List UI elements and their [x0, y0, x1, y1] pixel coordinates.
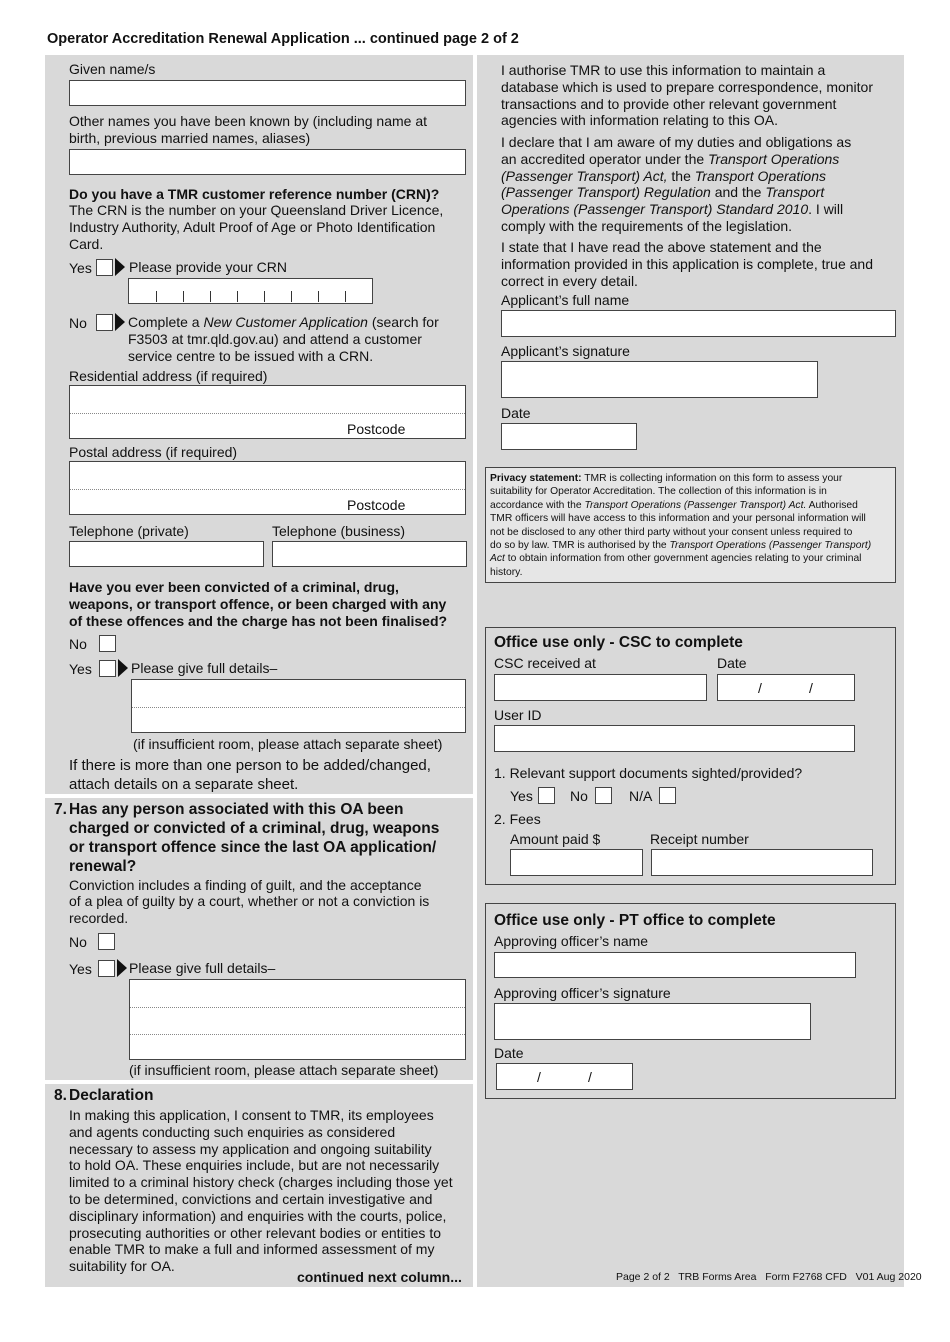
telephone-private-input[interactable]: [69, 541, 264, 567]
support-no-checkbox[interactable]: [595, 787, 612, 804]
approving-officer-signature-input[interactable]: [494, 1003, 811, 1040]
q7-no-label: No: [69, 934, 87, 950]
crn-no-text-3: service centre to be issued with a CRN.: [128, 348, 374, 364]
approving-officer-name-input[interactable]: [494, 952, 856, 978]
more-persons-note: If there is more than one person to be added/changed,: [69, 757, 431, 774]
amount-paid-label: Amount paid $: [510, 831, 601, 847]
section-divider: [45, 794, 473, 798]
crn-question: Do you have a TMR customer reference number (CRN)?: [69, 186, 440, 202]
conviction-details-text: Please give full details–: [131, 660, 278, 676]
q7-details-text: Please give full details–: [129, 960, 276, 976]
csc-title: Office use only - CSC to complete: [494, 634, 743, 651]
support-na-label: N/A: [629, 788, 653, 804]
page-footer: Page 2 of 2 TRB Forms Area Form F2768 CFD V01 Aug 2020: [616, 1271, 922, 1283]
receipt-number-label: Receipt number: [650, 831, 749, 847]
page-title: Operator Accreditation Renewal Application ... continued page 2 of 2: [47, 31, 519, 47]
other-names-input[interactable]: [69, 149, 466, 175]
telephone-private-label: Telephone (private): [69, 523, 189, 539]
continued-next-column: continued next column...: [297, 1269, 462, 1285]
q7-question: Has any person associated with this OA been: [69, 801, 404, 818]
q7-yes-label: Yes: [69, 961, 92, 977]
csc-date-input[interactable]: / /: [717, 674, 855, 701]
conviction-question-3: of these offences and the charge has not been finalised?: [69, 613, 448, 629]
q7-no-checkbox[interactable]: [98, 933, 115, 950]
q7-question-2: charged or convicted of a criminal, drug, weapons: [69, 820, 440, 837]
given-names-input[interactable]: [69, 80, 466, 106]
conviction-details-input[interactable]: [131, 679, 466, 733]
privacy-statement: Privacy statement: TMR is collecting information on this form to assess your suitability for Operator Accreditation. The collection of this information is in accordance with the Transport Operations (Passenger Transport) Act. Authorised TMR officers will have access to this information and your personal information will not be disclosed to any other third party without your consent unless required to do so by law. TMR is authorised by the Transport Operations (Passenger Transport) Act to obtain information from other government agencies relating to your criminal history.: [485, 467, 896, 583]
csc-received-label: CSC received at: [494, 655, 596, 671]
postal-address-input[interactable]: [69, 461, 466, 515]
pt-date-input[interactable]: / /: [496, 1063, 633, 1090]
declare-statement: I declare that I am aware of my duties and obligations as an accredited operator under the Transport Operations (Passenger Transport) Act, the Transport Operations (Passenger Transport) Regulation and the Transport Operations (Passenger Transport) Standard 2010. I will comply with the requirements of the legislation.: [501, 134, 852, 234]
crn-no-label: No: [69, 315, 87, 331]
residential-postcode-label: Postcode: [347, 421, 406, 437]
crn-no-text-2: F3503 at tmr.qld.gov.au) and attend a customer: [128, 331, 422, 347]
q7-description-2: of a plea of guilty by a court, whether or not a conviction is: [69, 893, 430, 909]
conviction-no-label: No: [69, 636, 87, 652]
applicant-date-label: Date: [501, 405, 531, 421]
crn-no-checkbox[interactable]: [96, 314, 113, 331]
fees-label: 2. Fees: [494, 811, 541, 827]
crn-description-3: Card.: [69, 236, 104, 252]
crn-no-text: Complete a New Customer Application (search for: [128, 314, 439, 330]
other-names-label-2: birth, previous married names, aliases): [69, 130, 311, 146]
q8-body: In making this application, I consent to TMR, its employees and agents conducting such enquiries as considered necessary to assess my application and ongoing suitability to hold OA. These enquiries include, but are not necessarily limited to a criminal history check (charges including those yet to be determined, convictions and certain investigative and disciplinary information) and enquiries with the courts, police, prosecuting authorities or other relevant bodies or entities to enable TMR to make a full and informed assessment of my suitability for OA.: [69, 1107, 453, 1275]
conviction-yes-checkbox[interactable]: [99, 660, 116, 677]
applicant-full-name-label: Applicant’s full name: [501, 292, 630, 308]
crn-yes-checkbox[interactable]: [96, 259, 113, 276]
receipt-number-input[interactable]: [651, 849, 873, 876]
q7-description-3: recorded.: [69, 910, 129, 926]
postal-address-label: Postal address (if required): [69, 444, 238, 460]
residential-address-input[interactable]: [69, 385, 466, 439]
crn-yes-label: Yes: [69, 260, 92, 276]
telephone-business-input[interactable]: [272, 541, 467, 567]
user-id-label: User ID: [494, 707, 542, 723]
support-no-label: No: [570, 788, 588, 804]
arrow-right-icon: [117, 959, 127, 977]
approving-officer-name-label: Approving officer’s name: [494, 933, 649, 949]
pt-date-label: Date: [494, 1045, 524, 1061]
user-id-input[interactable]: [494, 725, 855, 752]
conviction-question: Have you ever been convicted of a criminal, drug,: [69, 579, 399, 595]
residential-address-label: Residential address (if required): [69, 368, 268, 384]
q7-question-3: or transport offence since the last OA application/: [69, 839, 437, 856]
other-names-label: Other names you have been known by (including name at: [69, 113, 427, 129]
postal-postcode-label: Postcode: [347, 497, 406, 513]
support-yes-checkbox[interactable]: [538, 787, 555, 804]
applicant-full-name-input[interactable]: [501, 310, 896, 337]
q7-number: 7.: [54, 801, 67, 818]
pt-title: Office use only - PT office to complete: [494, 912, 776, 929]
q8-number: 8.: [54, 1087, 67, 1104]
q8-title: Declaration: [69, 1087, 154, 1104]
more-persons-note-2: attach details on a separate sheet.: [69, 776, 299, 793]
applicant-date-input[interactable]: [501, 423, 637, 450]
applicant-signature-label: Applicant’s signature: [501, 343, 630, 359]
csc-date-label: Date: [717, 655, 747, 671]
crn-input[interactable]: [128, 278, 373, 304]
q7-details-input[interactable]: [129, 979, 466, 1060]
approving-officer-signature-label: Approving officer’s signature: [494, 985, 671, 1001]
support-na-checkbox[interactable]: [659, 787, 676, 804]
section-divider: [45, 1080, 473, 1084]
q7-insufficient-room-note: (if insufficient room, please attach separate sheet): [129, 1062, 439, 1078]
support-docs-question: 1. Relevant support documents sighted/provided?: [494, 765, 803, 781]
csc-received-input[interactable]: [494, 674, 707, 701]
telephone-business-label: Telephone (business): [272, 523, 406, 539]
q7-description: Conviction includes a finding of guilt, and the acceptance: [69, 877, 422, 893]
support-yes-label: Yes: [510, 788, 533, 804]
applicant-signature-input[interactable]: [501, 361, 818, 398]
conviction-question-2: weapons, or transport offence, or been charged with any: [69, 596, 447, 612]
amount-paid-input[interactable]: [510, 849, 643, 876]
state-statement: I state that I have read the above statement and the information provided in this application is complete, true and correct in every detail.: [501, 239, 873, 289]
crn-description-2: Industry Authority, Adult Proof of Age or Photo Identification: [69, 219, 436, 235]
conviction-yes-label: Yes: [69, 661, 92, 677]
crn-yes-text: Please provide your CRN: [129, 259, 287, 275]
given-names-label: Given name/s: [69, 61, 156, 77]
insufficient-room-note: (if insufficient room, please attach separate sheet): [133, 736, 443, 752]
crn-description: The CRN is the number on your Queensland Driver Licence,: [69, 202, 444, 218]
q7-question-4: renewal?: [69, 858, 137, 875]
arrow-right-icon: [115, 258, 125, 276]
q7-yes-checkbox[interactable]: [98, 960, 115, 977]
arrow-right-icon: [118, 659, 128, 677]
conviction-no-checkbox[interactable]: [99, 635, 116, 652]
authorise-statement: I authorise TMR to use this information to maintain a database which is used to prepare correspondence, monitor transactions and to provide other relevant government agencies with information relating to this OA.: [501, 62, 873, 129]
arrow-right-icon: [115, 313, 125, 331]
